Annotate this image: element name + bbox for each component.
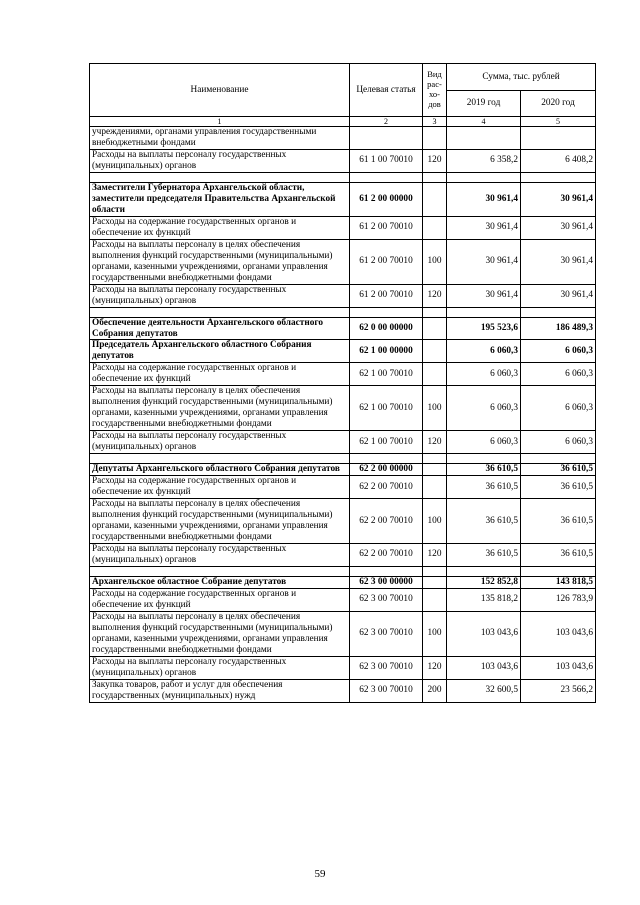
sum-2020: 6 060,3 bbox=[521, 340, 596, 363]
table-row bbox=[90, 679, 596, 702]
item-name: Расходы на выплаты персоналу в целях обеспечения выполнения функций государственными (муниципальными) органами, казенными учреждениями, органами управления государственными внебюджетными фондами bbox=[90, 611, 350, 656]
sum-2019: 103 043,6 bbox=[447, 611, 521, 656]
item-name: Архангельское областное Собрание депутатов bbox=[90, 576, 350, 588]
target-article: 62 1 00 70010 bbox=[350, 386, 423, 431]
sum-2020: 36 610,5 bbox=[521, 464, 596, 476]
table-row bbox=[90, 656, 596, 679]
empty-cell bbox=[90, 307, 350, 317]
section-row bbox=[90, 464, 596, 476]
sum-2020: 36 610,5 bbox=[521, 476, 596, 499]
sum-2020: 6 408,2 bbox=[521, 149, 596, 172]
sum-2019: 30 961,4 bbox=[447, 182, 521, 216]
expense-type bbox=[423, 182, 447, 216]
sum-2019: 6 060,3 bbox=[447, 363, 521, 386]
item-name: Расходы на выплаты персоналу в целях обеспечения выполнения функций государственными (муниципальными) органами, казенными учреждениями, органами управления государственными внебюджетными фондами bbox=[90, 239, 350, 284]
target-article: 61 2 00 70010 bbox=[350, 284, 423, 307]
spacer-row bbox=[90, 454, 596, 464]
section-row bbox=[90, 182, 596, 216]
sum-2020: 30 961,4 bbox=[521, 216, 596, 239]
item-name: Обеспечение деятельности Архангельского областного Собрания депутатов bbox=[90, 317, 350, 340]
item-name: Расходы на выплаты персоналу государственных (муниципальных) органов bbox=[90, 149, 350, 172]
sum-2020: 126 783,9 bbox=[521, 588, 596, 611]
item-name: Депутаты Архангельского областного Собрания депутатов bbox=[90, 464, 350, 476]
col-index: 5 bbox=[521, 117, 596, 127]
expense-type bbox=[423, 576, 447, 588]
header-sum-caption: Сумма, тыс. рублей bbox=[447, 64, 596, 91]
target-article: 61 1 00 70010 bbox=[350, 149, 423, 172]
target-article: 62 2 00 00000 bbox=[350, 464, 423, 476]
sum-2019: 6 060,3 bbox=[447, 431, 521, 454]
table-body bbox=[90, 127, 596, 703]
sum-2019: 103 043,6 bbox=[447, 656, 521, 679]
target-article: 62 0 00 00000 bbox=[350, 317, 423, 340]
empty-cell bbox=[350, 454, 423, 464]
expense-type bbox=[423, 317, 447, 340]
expense-type: 120 bbox=[423, 284, 447, 307]
expense-type: 200 bbox=[423, 679, 447, 702]
item-name: Заместители Губернатора Архангельской области, заместители председателя Правительства Архангельской области bbox=[90, 182, 350, 216]
target-article: 62 3 00 70010 bbox=[350, 679, 423, 702]
table-row bbox=[90, 476, 596, 499]
col-index: 4 bbox=[447, 117, 521, 127]
sum-2019: 36 610,5 bbox=[447, 543, 521, 566]
empty-cell bbox=[521, 454, 596, 464]
spacer-row bbox=[90, 307, 596, 317]
sum-2019 bbox=[447, 127, 521, 150]
empty-cell bbox=[423, 566, 447, 576]
target-article: 62 3 00 70010 bbox=[350, 611, 423, 656]
sum-2020: 6 060,3 bbox=[521, 363, 596, 386]
table-row bbox=[90, 127, 596, 150]
expense-type: 100 bbox=[423, 499, 447, 544]
page-number: 59 bbox=[314, 868, 326, 880]
expense-type bbox=[423, 340, 447, 363]
header-year-2020: 2020 год bbox=[521, 91, 596, 117]
item-name: Расходы на содержание государственных органов и обеспечение их функций bbox=[90, 216, 350, 239]
sum-2019: 135 818,2 bbox=[447, 588, 521, 611]
target-article: 62 1 00 00000 bbox=[350, 340, 423, 363]
expense-type: 120 bbox=[423, 431, 447, 454]
table-row bbox=[90, 543, 596, 566]
section-row bbox=[90, 317, 596, 340]
empty-cell bbox=[447, 454, 521, 464]
item-name: Закупка товаров, работ и услуг для обеспечения государственных (муниципальных) нужд bbox=[90, 679, 350, 702]
col-index: 3 bbox=[423, 117, 447, 127]
table-row bbox=[90, 431, 596, 454]
sum-2020: 36 610,5 bbox=[521, 543, 596, 566]
header-name: Наименование bbox=[90, 64, 350, 117]
table-row bbox=[90, 284, 596, 307]
target-article: 62 1 00 70010 bbox=[350, 363, 423, 386]
sum-2020: 6 060,3 bbox=[521, 431, 596, 454]
item-name: Расходы на содержание государственных органов и обеспечение их функций bbox=[90, 476, 350, 499]
expense-type: 100 bbox=[423, 386, 447, 431]
expense-type: 100 bbox=[423, 611, 447, 656]
table-row bbox=[90, 149, 596, 172]
sum-2020: 36 610,5 bbox=[521, 499, 596, 544]
item-name: Расходы на содержание государственных органов и обеспечение их функций bbox=[90, 363, 350, 386]
table-row bbox=[90, 588, 596, 611]
sum-2019: 30 961,4 bbox=[447, 216, 521, 239]
table-row bbox=[90, 386, 596, 431]
sum-2019: 36 610,5 bbox=[447, 476, 521, 499]
sum-2019: 195 523,6 bbox=[447, 317, 521, 340]
sum-2020: 143 818,5 bbox=[521, 576, 596, 588]
target-article: 61 2 00 00000 bbox=[350, 182, 423, 216]
target-article: 62 3 00 00000 bbox=[350, 576, 423, 588]
empty-cell bbox=[423, 172, 447, 182]
item-name: Председатель Архангельского областного Собрания депутатов bbox=[90, 340, 350, 363]
sum-2019: 152 852,8 bbox=[447, 576, 521, 588]
expense-type: 120 bbox=[423, 543, 447, 566]
sum-2019: 36 610,5 bbox=[447, 499, 521, 544]
item-name: Расходы на выплаты персоналу государственных (муниципальных) органов bbox=[90, 431, 350, 454]
empty-cell bbox=[350, 566, 423, 576]
expense-type bbox=[423, 127, 447, 150]
empty-cell bbox=[90, 454, 350, 464]
target-article: 62 2 00 70010 bbox=[350, 499, 423, 544]
table-row bbox=[90, 499, 596, 544]
target-article: 62 2 00 70010 bbox=[350, 543, 423, 566]
expense-type bbox=[423, 363, 447, 386]
table-row bbox=[90, 216, 596, 239]
section-row bbox=[90, 576, 596, 588]
empty-cell bbox=[90, 566, 350, 576]
target-article: 61 2 00 70010 bbox=[350, 239, 423, 284]
spacer-row bbox=[90, 566, 596, 576]
expense-type: 120 bbox=[423, 149, 447, 172]
sum-2020: 30 961,4 bbox=[521, 182, 596, 216]
empty-cell bbox=[521, 307, 596, 317]
sum-2020: 6 060,3 bbox=[521, 386, 596, 431]
item-name: Расходы на выплаты персоналу государственных (муниципальных) органов bbox=[90, 284, 350, 307]
expense-type bbox=[423, 476, 447, 499]
sum-2019: 6 060,3 bbox=[447, 340, 521, 363]
sum-2020: 30 961,4 bbox=[521, 284, 596, 307]
header-expense-type: Вид рас-хо-дов bbox=[423, 64, 447, 117]
item-name: Расходы на выплаты персоналу государственных (муниципальных) органов bbox=[90, 543, 350, 566]
item-name: учреждениями, органами управления государственными внебюджетными фондами bbox=[90, 127, 350, 150]
empty-cell bbox=[350, 307, 423, 317]
empty-cell bbox=[350, 172, 423, 182]
target-article bbox=[350, 127, 423, 150]
sum-2019: 6 358,2 bbox=[447, 149, 521, 172]
empty-cell bbox=[90, 172, 350, 182]
sum-2019: 30 961,4 bbox=[447, 284, 521, 307]
sum-2020 bbox=[521, 127, 596, 150]
header-target-article: Целевая статья bbox=[350, 64, 423, 117]
target-article: 62 2 00 70010 bbox=[350, 476, 423, 499]
table-row bbox=[90, 611, 596, 656]
expense-type: 100 bbox=[423, 239, 447, 284]
sum-2019: 6 060,3 bbox=[447, 386, 521, 431]
sum-2020: 30 961,4 bbox=[521, 239, 596, 284]
sum-2019: 36 610,5 bbox=[447, 464, 521, 476]
sum-2020: 103 043,6 bbox=[521, 611, 596, 656]
expense-type bbox=[423, 588, 447, 611]
expense-type bbox=[423, 216, 447, 239]
empty-cell bbox=[447, 566, 521, 576]
sum-2020: 23 566,2 bbox=[521, 679, 596, 702]
expense-type bbox=[423, 464, 447, 476]
empty-cell bbox=[447, 307, 521, 317]
empty-cell bbox=[423, 454, 447, 464]
table-row bbox=[90, 363, 596, 386]
empty-cell bbox=[447, 172, 521, 182]
table-row bbox=[90, 239, 596, 284]
sum-2019: 30 961,4 bbox=[447, 239, 521, 284]
item-name: Расходы на содержание государственных органов и обеспечение их функций bbox=[90, 588, 350, 611]
item-name: Расходы на выплаты персоналу государственных (муниципальных) органов bbox=[90, 656, 350, 679]
empty-cell bbox=[423, 307, 447, 317]
item-name: Расходы на выплаты персоналу в целях обеспечения выполнения функций государственными (муниципальными) органами, казенными учреждениями, органами управления государственными внебюджетными фондами bbox=[90, 386, 350, 431]
section-row bbox=[90, 340, 596, 363]
target-article: 61 2 00 70010 bbox=[350, 216, 423, 239]
spacer-row bbox=[90, 172, 596, 182]
empty-cell bbox=[521, 172, 596, 182]
target-article: 62 3 00 70010 bbox=[350, 588, 423, 611]
budget-table bbox=[89, 63, 596, 703]
expense-type: 120 bbox=[423, 656, 447, 679]
col-index: 1 bbox=[90, 117, 350, 127]
sum-2019: 32 600,5 bbox=[447, 679, 521, 702]
empty-cell bbox=[521, 566, 596, 576]
sum-2020: 186 489,3 bbox=[521, 317, 596, 340]
header-year-2019: 2019 год bbox=[447, 91, 521, 117]
target-article: 62 3 00 70010 bbox=[350, 656, 423, 679]
target-article: 62 1 00 70010 bbox=[350, 431, 423, 454]
item-name: Расходы на выплаты персоналу в целях обеспечения выполнения функций государственными (муниципальными) органами, казенными учреждениями, органами управления государственными внебюджетными фондами bbox=[90, 499, 350, 544]
col-index: 2 bbox=[350, 117, 423, 127]
sum-2020: 103 043,6 bbox=[521, 656, 596, 679]
